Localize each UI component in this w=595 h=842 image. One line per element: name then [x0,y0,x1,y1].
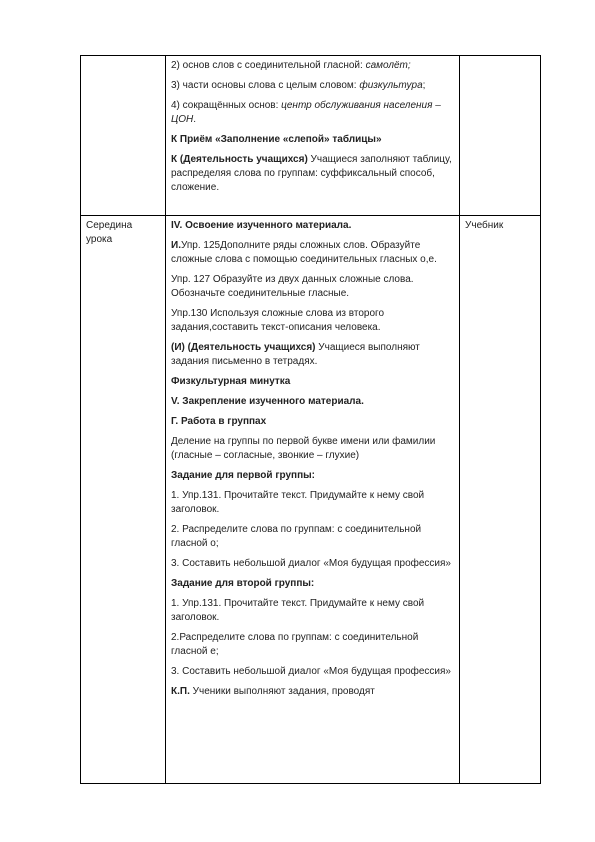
list-item: 3. Составить небольшой диалог «Моя будущая профессия» [171,666,451,677]
resource-cell [460,56,541,216]
stage-cell [81,216,166,784]
list-item [171,79,454,93]
group-division-text: Деление на группы по первой букве имени или фамилии (гласные – согласные, звонкие – глухие) [171,436,436,461]
group-task-title: Задание для первой группы: [171,470,315,481]
list-item: 1. Упр.131. Прочитайте текст. Придумайте к нему свой заголовок. [171,598,425,623]
item-text: 3) части основы слова с целым словом: [171,80,360,91]
activity-paragraph [171,341,454,369]
stage-cell [81,56,166,216]
content-cell [166,216,460,784]
item-text: 4) сокращённых основ: [171,100,282,111]
activity-text: Учащиеся выполняют задания письменно в тетрадях. [171,342,420,367]
table-row [81,216,541,784]
kp-label: К.П. [171,686,190,697]
stage-label: Середина урока [86,220,133,245]
list-item [171,99,454,127]
section-title: V. Закрепление изученного материала. [171,396,364,407]
exercise-label: И. [171,240,181,251]
kp-text: Ученики выполняют задания, проводят [189,686,375,697]
activity-paragraph [171,153,454,195]
lesson-plan-table [80,55,541,784]
pe-break-title: Физкультурная минутка [171,376,291,387]
item-example: самолёт; [365,60,411,71]
exercise-paragraph: Упр.130 Используя сложные слова из второго задания,составить текст-описания человека. [171,308,385,333]
activity-label: (И) (Деятельность учащихся) [171,342,316,353]
list-item: 2. Распределите слова по группам: с соединительной гласной о; [171,524,422,549]
resource-cell [460,216,541,784]
stage-label [81,56,165,62]
activity-label: К (Деятельность учащихся) [171,154,308,165]
item-text: 2) основ слов с соединительной гласной: [171,60,366,71]
group-work-title: Г. Работа в группах [171,416,267,427]
activity-text: Учащиеся заполняют таблицу, распределяя слова по группам: суффиксальный способ, сложение. [171,154,452,193]
list-item [171,59,454,73]
table-row [81,56,541,216]
resource-label: Учебник [465,220,504,231]
technique-title: К Приём «Заполнение «слепой» таблицы» [171,134,382,145]
content-cell [166,56,460,216]
kp-paragraph [171,685,454,699]
exercise-text: Упр. 125Дополните ряды сложных слов. Образуйте сложные слова с помощью соединительных гласных о,е. [171,240,437,265]
item-end: . [193,114,197,125]
group-task-title: Задание для второй группы: [171,578,315,589]
section-title: IV. Освоение изученного материала. [171,220,352,231]
item-example: центр обслуживания населения – ЦОН [171,100,441,125]
exercise-paragraph [171,239,454,267]
list-item: 2.Распределите слова по группам: с соединительной гласной е; [171,632,419,657]
item-example: физкультура [359,80,423,91]
resource-label [460,56,540,62]
exercise-paragraph: Упр. 127 Образуйте из двух данных сложные слова. Обозначьте соединительные гласные. [171,274,414,299]
item-end: ; [422,80,426,91]
list-item: 3. Составить небольшой диалог «Моя будущая профессия» [171,558,451,569]
list-item: 1. Упр.131. Прочитайте текст. Придумайте к нему свой заголовок. [171,490,425,515]
